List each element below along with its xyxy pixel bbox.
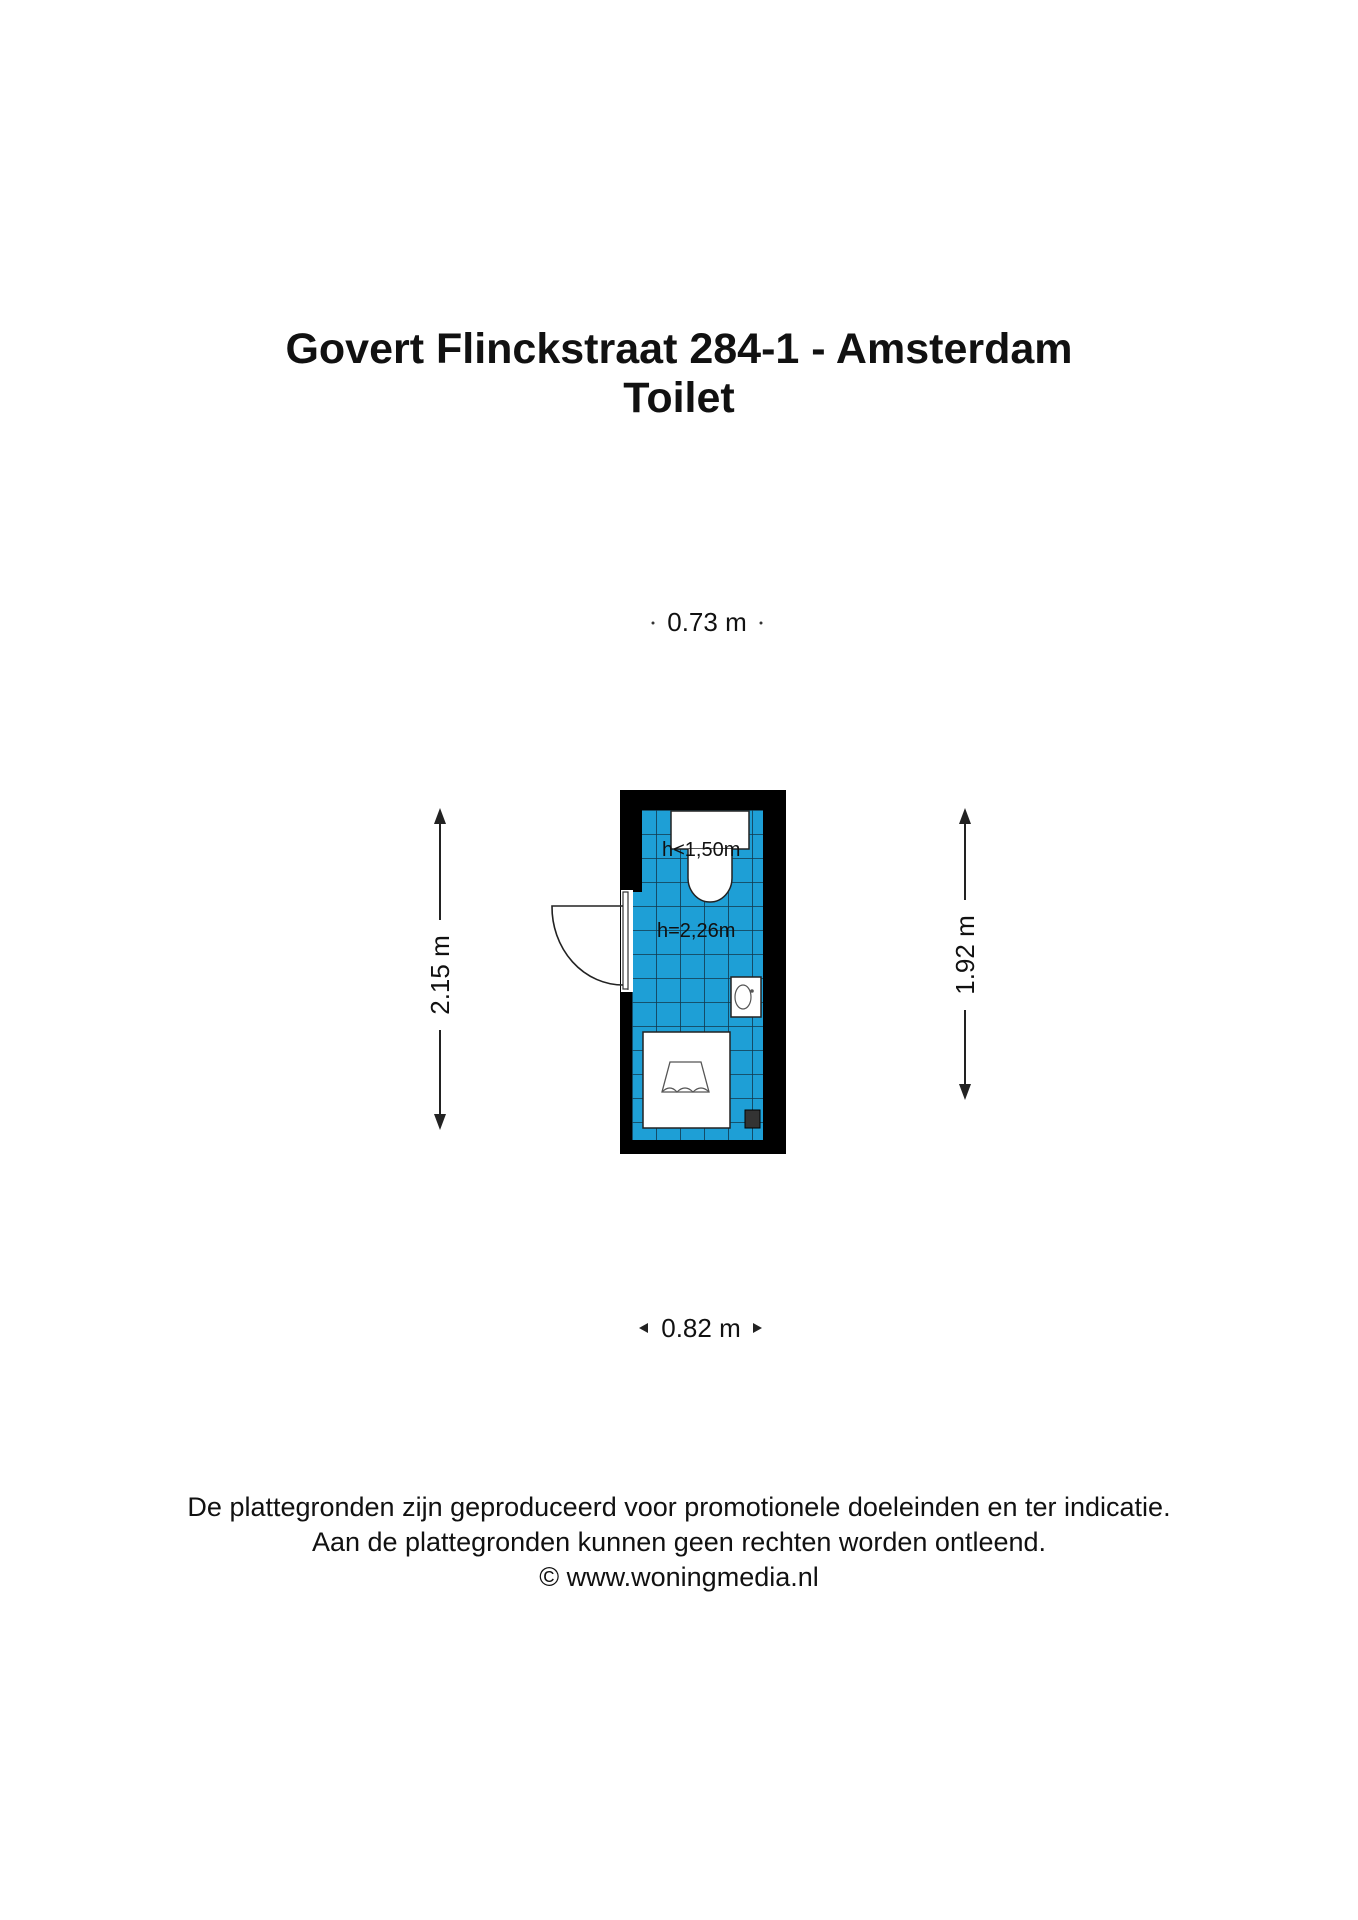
page-title: Govert Flinckstraat 284-1 - Amsterdam: [285, 325, 1073, 373]
arrow-up-icon: [959, 808, 971, 824]
drain-icon: [745, 1110, 760, 1128]
dimension-bottom-label: 0.82 m: [661, 1313, 741, 1343]
dimension-top-label: 0.73 m: [667, 607, 747, 637]
dimension-top: [652, 607, 763, 637]
ceiling-low-label: h<1,50m: [662, 839, 741, 861]
room-title: Toilet: [623, 374, 735, 422]
sink-icon: [731, 977, 761, 1017]
arrow-down-icon: [959, 1084, 971, 1100]
arrow-left-icon: [639, 1323, 648, 1333]
arrow-up-icon: [434, 808, 446, 824]
wall-notch: [632, 810, 642, 892]
dimension-bottom: [639, 1313, 762, 1343]
disclaimer-line-1: De plattegronden zijn geproduceerd voor promotionele doeleinden en ter indicatie.: [187, 1492, 1171, 1522]
dimension-tick-right: [760, 622, 763, 625]
dimension-left: [425, 808, 455, 1130]
ceiling-main-label: h=2,26m: [657, 920, 736, 942]
disclaimer-line-2: Aan de plattegronden kunnen geen rechten worden ontleend.: [311, 1527, 1047, 1557]
dimension-left-label: 2.15 m: [425, 935, 455, 1015]
dimension-tick-left: [652, 622, 655, 625]
dimension-right: [950, 808, 980, 1100]
dimension-right-label: 1.92 m: [950, 915, 980, 995]
copyright-link[interactable]: © www.woningmedia.nl: [539, 1562, 819, 1592]
boiler-icon: [643, 1032, 730, 1128]
arrow-right-icon: [753, 1323, 762, 1333]
arrow-down-icon: [434, 1114, 446, 1130]
